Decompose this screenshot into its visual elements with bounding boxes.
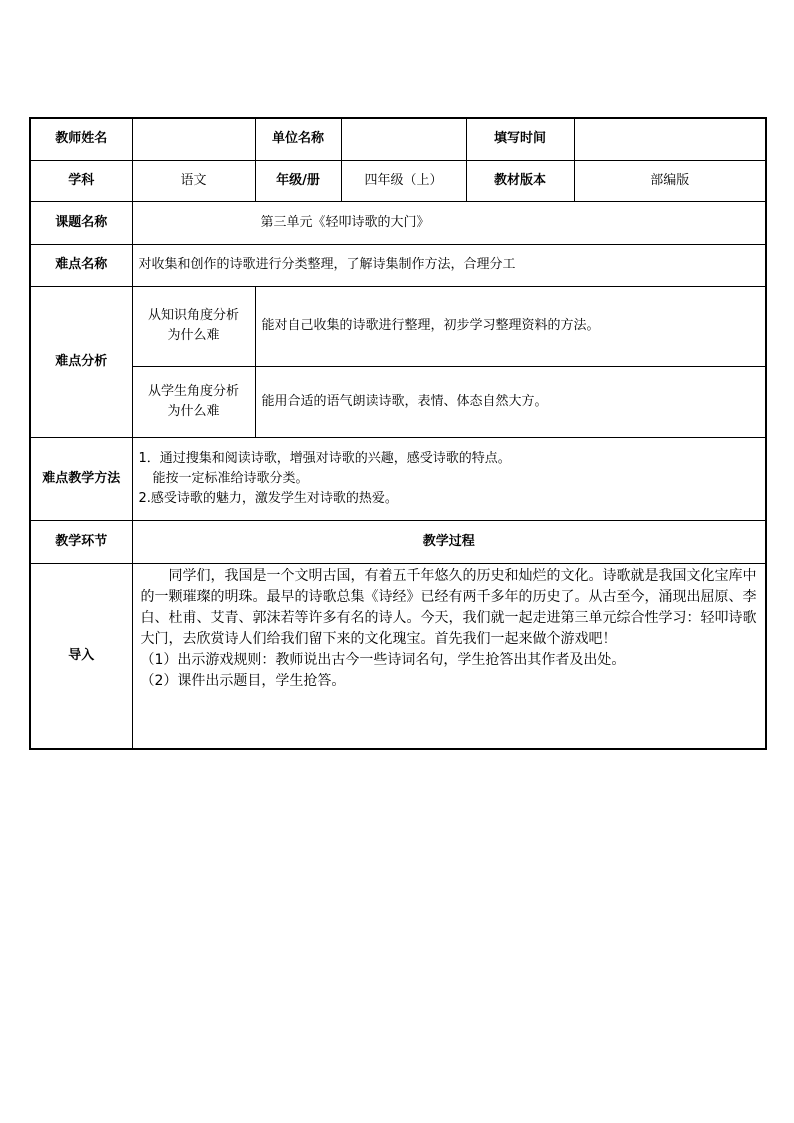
intro-label: 导入 — [30, 563, 132, 749]
difficulty-value: 对收集和创作的诗歌进行分类整理，了解诗集制作方法，合理分工 — [132, 244, 766, 286]
topic-row — [30, 201, 766, 244]
subject-label: 学科 — [30, 160, 132, 201]
info-row-1 — [30, 118, 766, 160]
student-angle-line-2: 为什么难 — [167, 403, 220, 419]
topic-label: 课题名称 — [30, 201, 132, 244]
analysis-student-row — [30, 366, 766, 437]
intro-item-2: （2）课件出示题目，学生抢答。 — [140, 672, 346, 689]
student-angle-value: 能用合适的语气朗读诗歌，表情、体态自然大方。 — [255, 366, 766, 437]
grade-value: 四年级（上） — [341, 160, 466, 201]
student-angle-line-1: 从学生角度分析 — [147, 383, 239, 399]
difficulty-row — [30, 244, 766, 286]
subject-value: 语文 — [132, 160, 255, 201]
method-line-1: 1．通过搜集和阅读诗歌，增强对诗歌的兴趣，感受诗歌的特点。 — [138, 450, 511, 466]
method-value — [132, 437, 766, 520]
teacher-name-label: 教师姓名 — [30, 118, 132, 160]
intro-paragraph-wrap — [141, 566, 760, 650]
method-line-3: 2.感受诗歌的魅力，激发学生对诗歌的热爱。 — [138, 490, 398, 506]
unit-name-label: 单位名称 — [255, 118, 341, 160]
topic-value: 第三单元《轻叩诗歌的大门》 — [132, 201, 766, 244]
analysis-label: 难点分析 — [30, 286, 132, 437]
student-angle-label — [132, 366, 255, 437]
grade-label: 年级/册 — [255, 160, 341, 201]
knowledge-angle-value: 能对自己收集的诗歌进行整理，初步学习整理资料的方法。 — [255, 286, 766, 366]
method-row — [30, 437, 766, 520]
stage-header: 教学环节 — [30, 520, 132, 563]
intro-paragraph: 同学们，我国是一个文明古国，有着五千年悠久的历史和灿烂的文化。诗歌就是我国文化宝库中的一颗璀璨的明珠。最早的诗歌总集《诗经》已经有两千多年的历史了。从古至今，涌现出屈原、李白、杜甫、艾青、郭沫若等许多有名的诗人。今天，我们就一起走进第三单元综合性学习：轻叩诗歌大门，去欣赏诗人们给我们留下来的文化瑰宝。首先我们一起来做个游戏吧！ — [140, 567, 757, 647]
knowledge-angle-line-2: 为什么难 — [167, 328, 220, 343]
method-label: 难点教学方法 — [30, 437, 132, 520]
difficulty-label: 难点名称 — [30, 244, 132, 286]
analysis-knowledge-row — [30, 286, 766, 366]
intro-row — [30, 563, 766, 749]
fill-time-label: 填写时间 — [466, 118, 574, 160]
process-header-row — [30, 520, 766, 563]
teacher-name-value — [132, 118, 255, 160]
edition-value: 部编版 — [574, 160, 766, 201]
intro-item-1: （1）出示游戏规则：教师说出古今一些诗词名句，学生抢答出其作者及出处。 — [140, 651, 626, 668]
fill-time-value — [574, 118, 766, 160]
knowledge-angle-line-1: 从知识角度分析 — [147, 308, 239, 323]
intro-content — [132, 563, 766, 749]
knowledge-angle-label — [132, 286, 255, 366]
lesson-plan-table — [29, 117, 767, 750]
edition-label: 教材版本 — [466, 160, 574, 201]
method-line-2: 能按一定标准给诗歌分类。 — [152, 470, 309, 486]
lesson-plan-sheet — [29, 117, 765, 750]
process-header: 教学过程 — [132, 520, 766, 563]
info-row-2 — [30, 160, 766, 201]
unit-name-value — [341, 118, 466, 160]
